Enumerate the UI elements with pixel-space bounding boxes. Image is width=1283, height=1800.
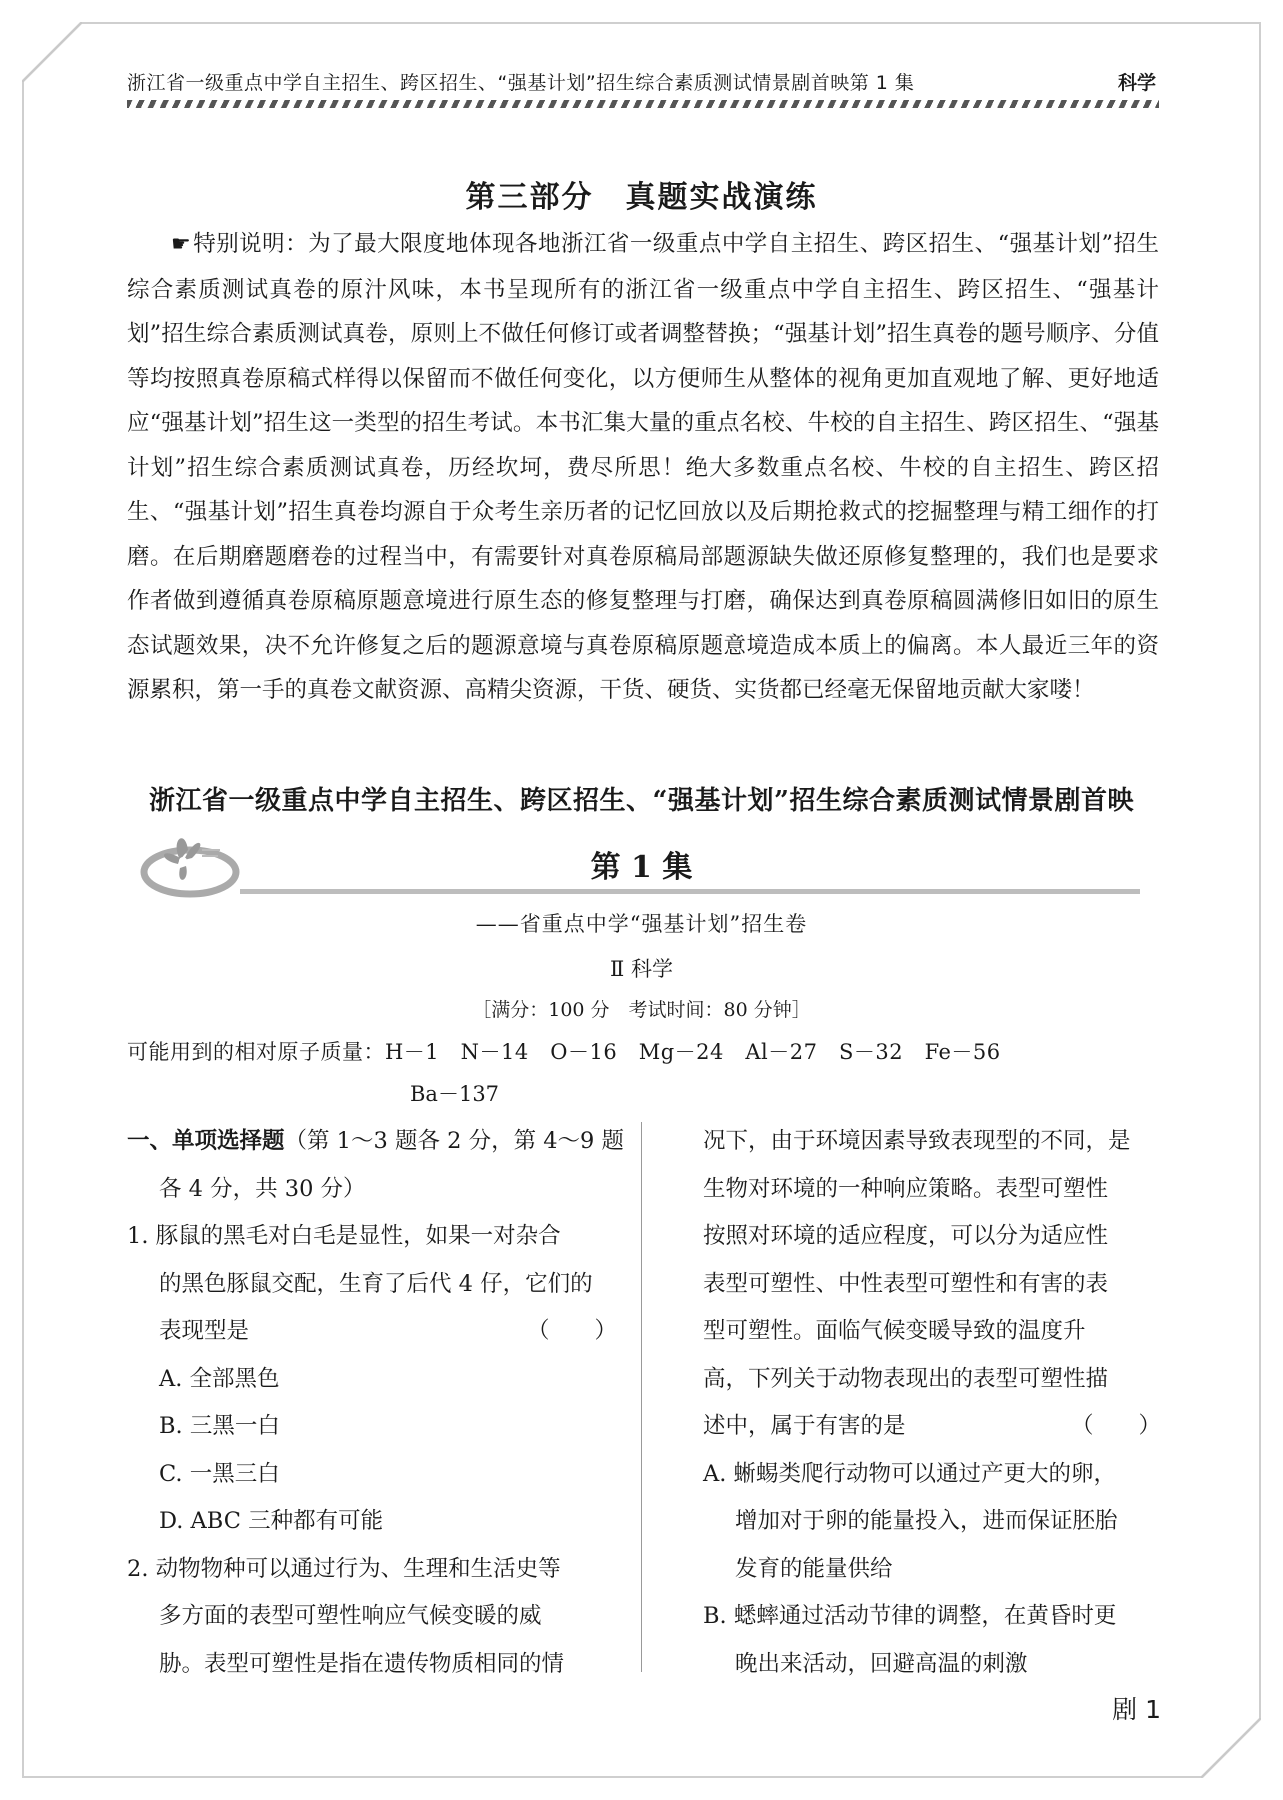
q2-option-a-line-3: 发育的能量供给	[735, 1555, 893, 1582]
section-heading: 一、单项选择题	[127, 1128, 285, 1154]
q1-option-b: B. 三黑一白	[159, 1413, 280, 1439]
left-column	[127, 1118, 625, 1688]
q2-cont-line-4: 表型可塑性、中性表型可塑性和有害的表	[703, 1270, 1109, 1297]
q1-option-d: D. ABC 三种都有可能	[159, 1508, 384, 1534]
page-number: 剧 1	[1112, 1695, 1161, 1724]
q2-option-b-line-2: 晚出来活动，回避高温的刺激	[735, 1650, 1028, 1677]
q2-line-3: 胁。表型可塑性是指在遗传物质相同的情	[159, 1650, 565, 1677]
q1-line-1: 1. 豚鼠的黑毛对白毛是显性，如果一对杂合	[127, 1223, 561, 1249]
q2-cont-line-3: 按照对环境的适应程度，可以分为适应性	[703, 1223, 1109, 1249]
exam-title: 浙江省一级重点中学自主招生、跨区招生、“强基计划”招生综合素质测试情景剧首映	[149, 786, 1134, 816]
q2-cont-line-7-text: 述中，属于有害的是	[703, 1413, 906, 1439]
running-header-title: 浙江省一级重点中学自主招生、跨区招生、“强基计划”招生综合素质测试情景剧首映第 1 集	[127, 72, 915, 94]
atomic-masses-line-1: 可能用到的相对原子质量：H－1 N－14 O－16 Mg－24 Al－27 S－32 Fe－56	[127, 1040, 1001, 1064]
special-note-text: 特别说明：为了最大限度地体现各地浙江省一级重点中学自主招生、跨区招生、“强基计划”招生综合素质测试真卷的原汁风味，本书呈现所有的浙江省一级重点中学自主招生、跨区招生、“强基计划”招生综合素质测试真卷，原则上不做任何修订或者调整替换；“强基计划”招生真卷的题号顺序、分值等均按照真卷原稿式样得以保留而不做任何变化，以方便师生从整体的视角更加直观地了解、更好地适应“强基计划”招生这一类型的招生考试。本书汇集大量的重点名校、牛校的自主招生、跨区招生、“强基计划”招生综合素质测试真卷，历经坎坷，费尽所思！绝大多数重点名校、牛校的自主招生、跨区招生、“强基计划”招生真卷均源自于众考生亲历者的记忆回放以及后期抢救式的挖掘整理与精工细作的打磨。在后期磨题磨卷的过程当中，有需要针对真卷原稿局部题源缺失做还原修复整理的，我们也是要求作者做到遵循真卷原稿原题意境进行原生态的修复整理与打磨，确保达到真卷原稿圆满修旧如旧的原生态试题效果，决不允许修复之后的题源意境与真卷原稿原题意境造成本质上的偏离。本人最近三年的资源累积，第一手的真卷文献资源、高精尖资源，干货、硬货、实货都已经毫无保留地贡献大家喽！	[127, 231, 1159, 703]
q2-cont-line-7	[703, 1403, 1161, 1451]
corner-fold-top-left	[22, 22, 82, 82]
q1-line-3-text: 表现型是	[159, 1318, 250, 1344]
q1-answer-blank: （ ）	[526, 1318, 617, 1344]
q2-option-b-line-1: B. 蟋蟀通过活动节律的调整，在黄昏时更	[703, 1603, 1117, 1629]
q2-cont-line-2: 生物对环境的一种响应策略。表型可塑性	[703, 1175, 1109, 1202]
corner-fold-bottom-right	[1201, 1718, 1261, 1778]
atomic-masses-line-2: Ba－137	[410, 1082, 500, 1106]
q2-cont-line-5: 型可塑性。面临气候变暖导致的温度升	[703, 1318, 1086, 1344]
q1-line-2: 的黑色豚鼠交配，生育了后代 4 仔，它们的	[159, 1270, 593, 1297]
paper-label: Ⅱ 科学	[610, 957, 673, 981]
q1-option-c: C. 一黑三白	[159, 1460, 280, 1487]
q2-answer-blank: （ ）	[1070, 1413, 1161, 1439]
exam-subtitle: ——省重点中学“强基计划”招生卷	[475, 912, 808, 936]
score-and-time: ［满分：100 分 考试时间：80 分钟］	[472, 999, 811, 1021]
q2-cont-line-1: 况下，由于环境因素导致表现型的不同，是	[703, 1128, 1131, 1154]
episode-number: 第 1 集	[590, 850, 693, 885]
section-note-1: （第 1～3 题各 2 分，第 4～9 题	[284, 1128, 625, 1154]
right-column	[703, 1118, 1161, 1688]
pointing-hand-icon: ☛	[171, 232, 191, 257]
q2-line-1: 2. 动物物种可以通过行为、生理和生活史等	[127, 1555, 561, 1582]
running-header-subject: 科学	[1117, 72, 1156, 94]
title-underline	[240, 889, 1140, 894]
q2-option-a-line-1: A. 蜥蜴类爬行动物可以通过产更大的卵，	[703, 1460, 1117, 1487]
q1-option-a: A. 全部黑色	[159, 1365, 280, 1392]
q2-cont-line-6: 高，下列关于动物表现出的表型可塑性描	[703, 1365, 1109, 1392]
q1-line-3	[127, 1308, 617, 1356]
q2-line-2: 多方面的表型可塑性响应气候变暖的威	[159, 1603, 542, 1629]
header-hatched-rule	[127, 100, 1159, 108]
section-title: 第三部分 真题实战演练	[465, 180, 818, 215]
column-divider	[641, 1122, 642, 1672]
section-note-2: 各 4 分，共 30 分）	[159, 1175, 366, 1202]
q2-option-a-line-2: 增加对于卵的能量投入，进而保证胚胎	[735, 1508, 1118, 1534]
section-heading-line	[127, 1118, 625, 1166]
special-note	[127, 222, 1159, 713]
